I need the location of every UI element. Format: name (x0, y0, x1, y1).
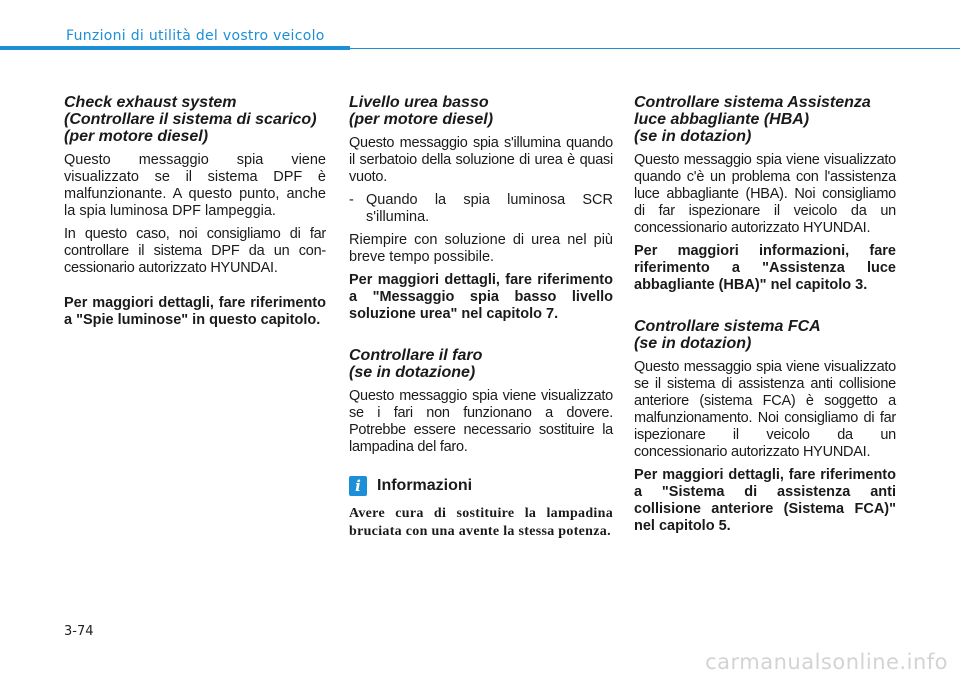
reference-note: Per maggiori dettagli, fare riferimento a "Spie luminose" in questo capitolo. (64, 295, 326, 328)
heading-line: Controllare sistema FCA (634, 318, 821, 335)
header-rule-thick (0, 46, 350, 50)
info-title: Informazioni (377, 477, 473, 494)
paragraph: Riempire con soluzione di urea nel più breve tempo possibile. (349, 232, 613, 265)
column-2 (349, 94, 613, 541)
heading-fca (634, 318, 896, 352)
heading-line: (per motore diesel) (349, 111, 494, 128)
header-rule-thin (350, 48, 960, 49)
heading-line: Controllare il faro (349, 347, 483, 364)
watermark: carmanualsonline.info (705, 650, 948, 674)
page-number: 3-74 (64, 624, 94, 639)
heading-line: (se in dotazione) (349, 364, 476, 381)
reference-note: Per maggiori dettagli, fare riferimento a "Sistema di assistenza anti collisione anteriore (Sistema FCA)" nel capitolo 5. (634, 467, 896, 534)
heading-livello-urea (349, 94, 613, 128)
heading-line: Controllare sistema Assistenza (634, 94, 871, 111)
paragraph: Questo messaggio spia viene visualizzato se i fari non funzionano a dovere. Potrebbe essere necessario sostituire la lampadina del faro. (349, 388, 613, 455)
column-3 (634, 94, 896, 541)
heading-controllare-faro (349, 347, 613, 381)
heading-line: (Controllare il sistema di scarico) (64, 111, 317, 128)
paragraph: Questo messaggio spia viene visualizzato se il sistema di assistenza anti collisione anteriore (sistema FCA) è soggetto a malfunzionamento. Noi consigliamo di far ispezionare il veicolo da un concessionario autorizzato HYUNDAI. (634, 359, 896, 460)
paragraph: In questo caso, noi consigliamo di far controllare il sistema DPF da un con-cessionario autorizzato HYUNDAI. (64, 226, 326, 276)
heading-line: Check exhaust system (64, 94, 237, 111)
paragraph: Questo messaggio spia viene visualizzato se il sistema DPF è malfunzionante. A questo punto, anche la spia luminosa DPF lampeggia. (64, 152, 326, 219)
heading-line: Livello urea basso (349, 94, 489, 111)
reference-note: Per maggiori informazioni, fare riferimento a "Assistenza luce abbagliante (HBA)" nel capitolo 3. (634, 243, 896, 293)
paragraph: Questo messaggio spia viene visualizzato quando c'è un problema con l'assistenza luce abbagliante (HBA). Noi consigliamo di far ispezionare il veicolo da un concessionario autorizzato HYUNDAI. (634, 152, 896, 236)
reference-note: Per maggiori dettagli, fare riferimento a "Messaggio spia basso livello soluzione urea" nel capitolo 7. (349, 272, 613, 322)
heading-line: luce abbagliante (HBA) (634, 111, 810, 128)
info-box-header (349, 476, 613, 496)
heading-line: (se in dotazion) (634, 128, 752, 145)
heading-line: (se in dotazion) (634, 335, 752, 352)
info-body: Avere cura di sostituire la lampadina bruciata con una avente la stessa potenza. (349, 506, 613, 539)
dash-marker: - (349, 192, 354, 208)
column-1 (64, 94, 326, 335)
heading-check-exhaust (64, 94, 326, 145)
heading-line: (per motore diesel) (64, 128, 209, 145)
dash-list-item (349, 192, 613, 226)
section-header-title: Funzioni di utilità del vostro veicolo (66, 28, 325, 44)
heading-hba (634, 94, 896, 145)
paragraph: Questo messaggio spia s'illumina quando il serbatoio della soluzione di urea è quasi vuoto. (349, 135, 613, 185)
info-icon: i (349, 476, 367, 496)
dash-item-text: Quando la spia luminosa SCR s'illumina. (366, 192, 613, 225)
